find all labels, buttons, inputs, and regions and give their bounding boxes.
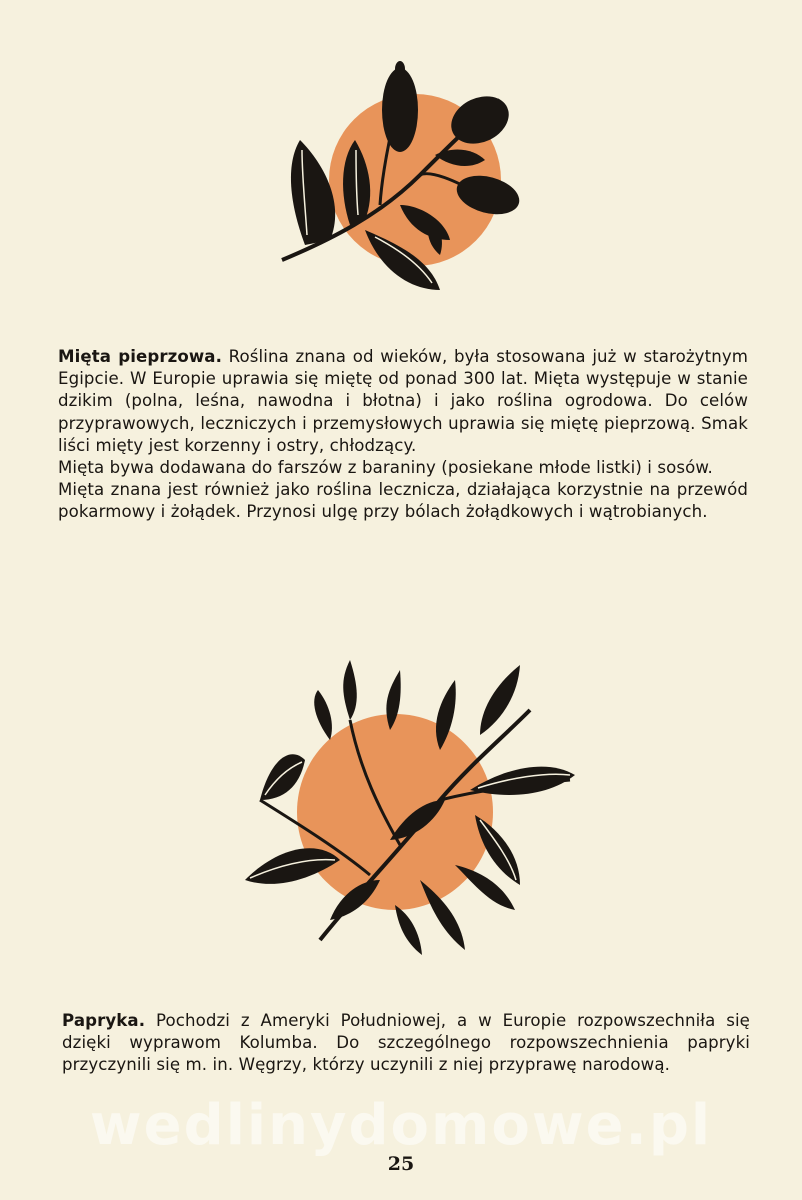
paprika-description — [62, 1010, 750, 1077]
paprika-paragraph-1 — [62, 1010, 750, 1077]
page-number: 25 — [387, 1153, 415, 1175]
mint-paragraph-3: Mięta znana jest również jako roślina lecznicza, działająca korzystnie na przewód pokarmowy i żołądek. Przynosi ulgę przy bólach żołądkowych i wątrobianych. — [58, 480, 748, 522]
mint-heading: Mięta pieprzowa. — [58, 347, 223, 366]
orange-sun-circle — [297, 714, 493, 910]
mint-paragraph-1 — [58, 346, 748, 457]
mint-paragraph-1-text: Roślina znana od wieków, była stosowana już w starożytnym Egipcie. W Europie uprawia się miętę od ponad 300 lat. Mięta występuje w stanie dzikim (polna, leśna, nawodna i błotna) i jako roślina ogrodowa. Do celów przyprawowych, leczniczych i przemysłowych uprawia się miętę pieprzową. Smak liści mięty jest korzenny i ostry, chłodzący. — [58, 347, 749, 455]
paprika-heading: Papryka. — [62, 1011, 146, 1030]
paprika-paragraph-1-text: Pochodzi z Ameryki Południowej, a w Europie rozpowszechniła się dzięki wyprawom Kolumba. Do szczególnego rozpowszechnienia papryki przyczynili się m. in. Węgrzy, którzy uczynili z niej przyprawę narodową. — [62, 1011, 750, 1075]
paprika-illustration — [230, 650, 590, 970]
mint-illustration — [270, 55, 540, 305]
mint-paragraph-2: Mięta bywa dodawana do farszów z baraniny (posiekane młode listki) i sosów. — [58, 458, 713, 478]
site-watermark: wedlinydomowe.pl — [89, 1093, 713, 1158]
mint-description — [58, 346, 748, 524]
